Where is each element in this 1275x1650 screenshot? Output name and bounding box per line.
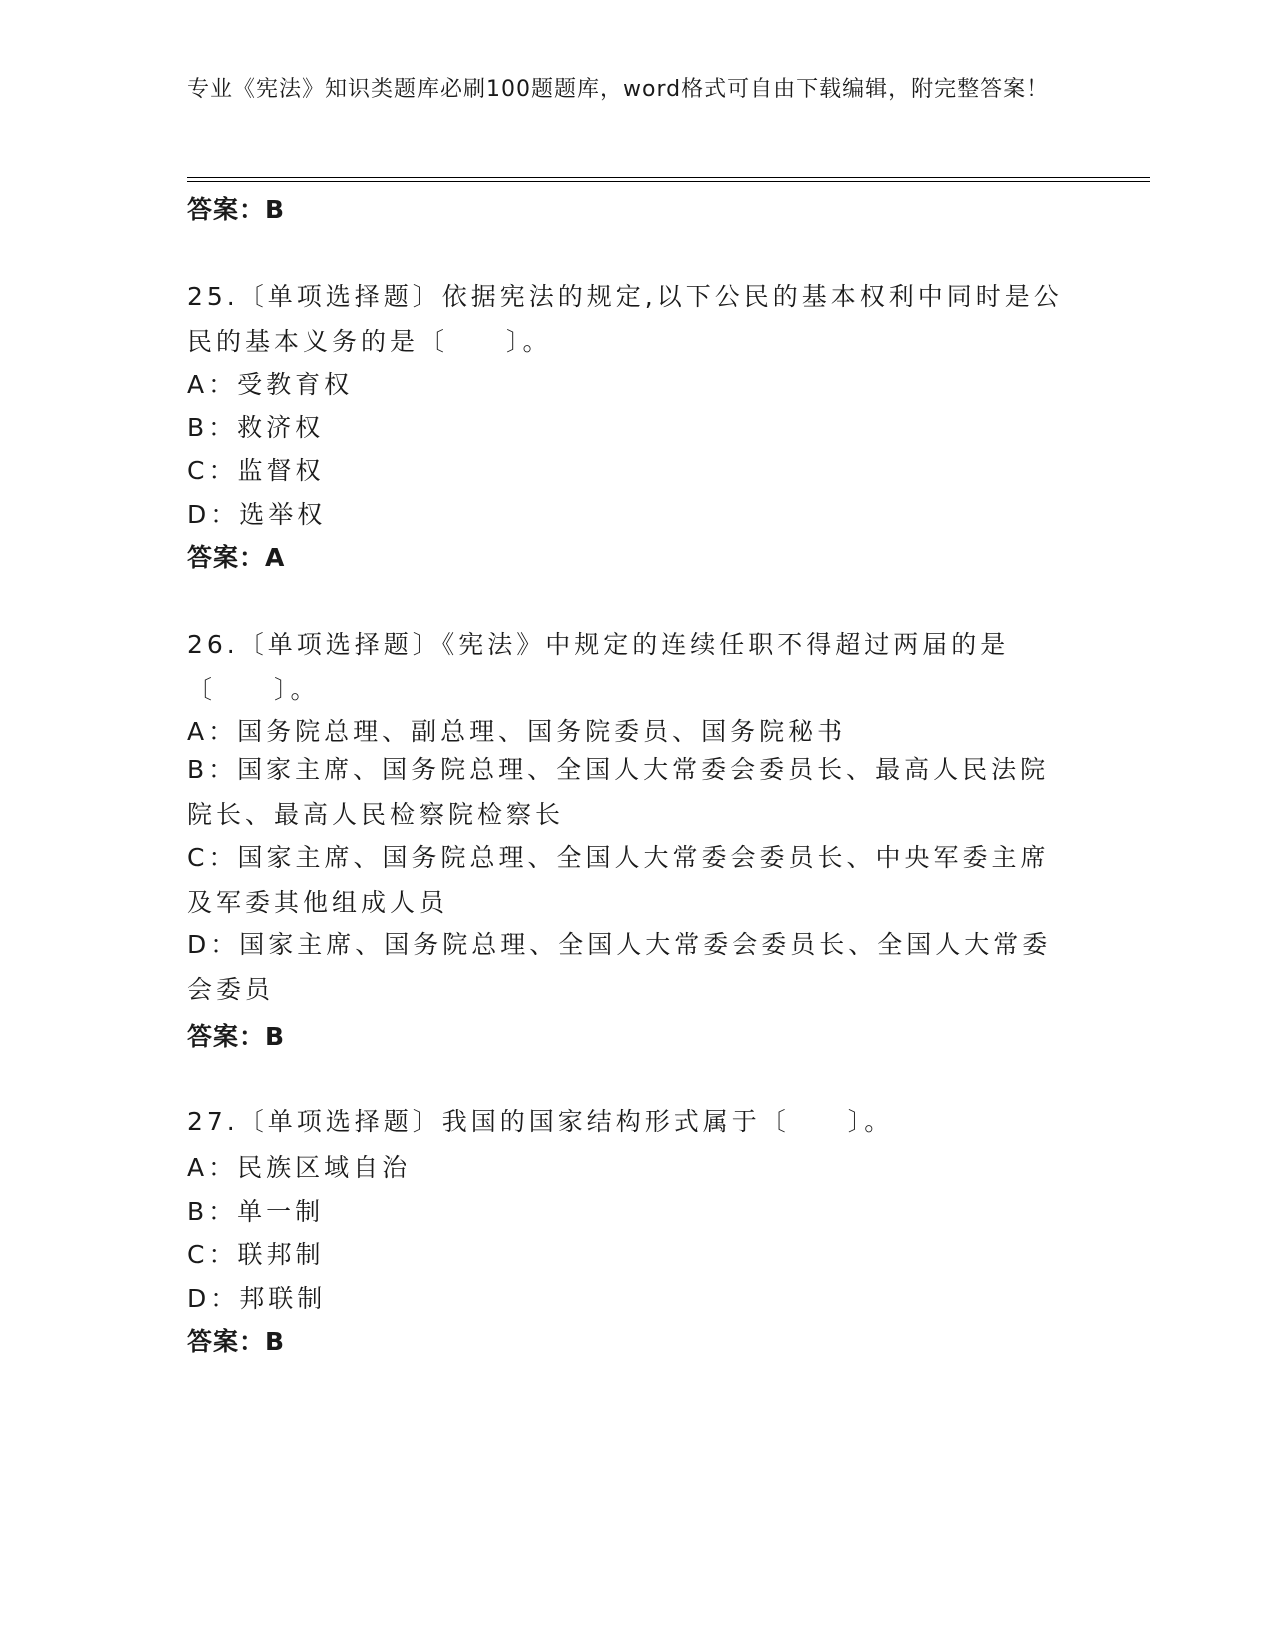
question-25-option-b: B：救济权: [187, 413, 325, 442]
question-27-option-d: D：邦联制: [187, 1284, 327, 1313]
question-26-option-a: A：国务院总理、副总理、国务院委员、国务院秘书: [187, 717, 847, 746]
question-27-option-a: A：民族区域自治: [187, 1153, 412, 1182]
question-26-option-c: C：国家主席、国务院总理、全国人大常委会委员长、中央军委主席及军委其他组成人员: [187, 843, 1050, 917]
question-27-stem: 27.〔单项选择题〕我国的国家结构形式属于〔 〕。: [187, 1107, 894, 1136]
question-27-answer: 答案：B: [187, 1327, 286, 1356]
question-25-answer: 答案：A: [187, 543, 286, 572]
question-27-option-b: B：单一制: [187, 1197, 325, 1226]
previous-answer: 答案：B: [187, 195, 286, 224]
question-27-option-c: C：联邦制: [187, 1240, 325, 1269]
question-25-option-d: D：选举权: [187, 500, 327, 529]
question-25-stem: 25.〔单项选择题〕依据宪法的规定,以下公民的基本权利中同时是公民的基本义务的是〔 〕。: [187, 282, 1063, 356]
question-25-option-a: A：受教育权: [187, 370, 354, 399]
question-26-answer: 答案：B: [187, 1022, 286, 1051]
question-26-stem: 26.〔单项选择题〕《宪法》中规定的连续任职不得超过两届的是〔 〕。: [187, 630, 1010, 704]
header-divider: [187, 177, 1150, 182]
question-26-option-b: B：国家主席、国务院总理、全国人大常委会委员长、最高人民法院院长、最高人民检察院检察长: [187, 755, 1050, 829]
document-header: 专业《宪法》知识类题库必刷100题题库，word格式可自由下载编辑，附完整答案！: [187, 77, 1050, 102]
question-25-option-c: C：监督权: [187, 456, 325, 485]
question-26-option-d: D：国家主席、国务院总理、全国人大常委会委员长、全国人大常委会委员: [187, 930, 1052, 1004]
